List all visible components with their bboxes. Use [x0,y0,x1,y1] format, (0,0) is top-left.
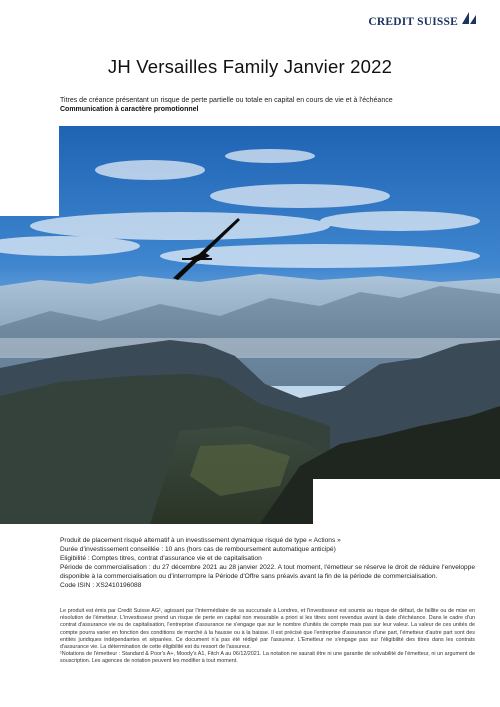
brand-name: CREDIT SUISSE [368,16,458,28]
info-line: Durée d'investissement conseillée : 10 ans (hors cas de remboursement automatique anticipé) [60,545,336,553]
promo-label: Communication à caractère promotionnel [60,106,199,113]
info-line: Produit de placement risqué alternatif à un investissement dynamique risqué de type « Actions » [60,537,341,544]
document-title: JH Versailles Family Janvier 2022 [107,56,393,77]
info-line: Période de commercialisation : du 27 décembre 2021 au 28 janvier 2022. A tout moment, l'émetteur se réserve le droit de réduire l'enveloppe disponible à la commercialisation ou d'interrompre la Période d'Offre sans préavis avant la fin de la période de commercialisation. [60,563,475,580]
white-overlay-bottom [313,479,500,524]
white-overlay-top [0,126,59,216]
legal-disclaimer [60,608,475,666]
info-line: Eligibilité : Comptes titres, contrat d'assurance vie et de capitalisation [60,554,262,562]
glider-over-mountains-photo [0,126,500,524]
isin-code: Code ISIN : XS2410196088 [60,581,142,589]
product-info [60,537,475,590]
disclaimer-paragraph: Le produit est émis par Credit Suisse AG¹, agissant par l'intermédiaire de sa succursale à Londres, et l'investisseur est soumis au risque de défaut, de faillite ou de mise en résolution de l'émetteur. L'investisseur prend un risque de perte en capital non mesurable a priori si les titres sont revendus avant la date d'échéance. Dans le cadre d'un contrat d'assurance vie ou de capitalisation, l'entreprise d'assurance ne s'engage que sur le nombre d'unités de compte mais pas sur leur valeur. La valeur de ces unités de compte pourra varier en fonction des conditions de marché à la hausse ou à la baisse. Il est précisé que l'entreprise d'assurance d'une part, l'émetteur d'autre part sont des entités juridiques indépendantes et séparées. Ce document n'a pas été rédigé par l'assureur. L'Emetteur ne s'engage pas sur l'éligibilité des titres dans les contrats d'assurance vie. La détermination de cette éligibilité est du ressort de l'assureur. [60,608,475,651]
credit-suisse-logo [368,16,478,28]
ratings-footnote: ¹Notations de l'émetteur : Standard & Poor's A+, Moody's A1, Fitch A au 06/12/2021. La notation ne saurait être ni une garantie de solvabilité de l'émetteur, ni un argument de souscription. Les agences de notation peuvent les modifier à tout moment. [60,651,475,665]
sails-icon [460,11,478,25]
risk-subtitle: Titres de créance présentant un risque de perte partielle ou totale en capital en cours de vie et à l'échéance [60,97,393,104]
